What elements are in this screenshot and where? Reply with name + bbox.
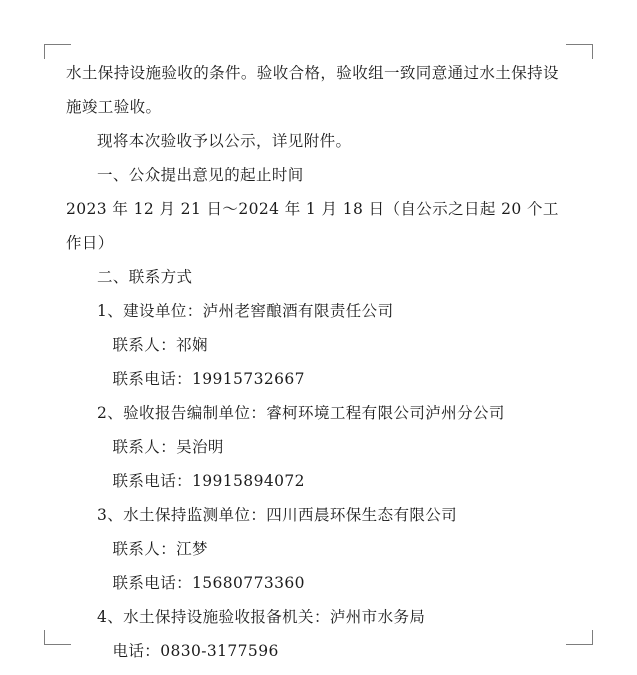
- contact-phone-4: 电话：0830-3177596: [112, 642, 279, 660]
- contact-phone-3: 联系电话：15680773360: [112, 574, 305, 592]
- paragraph-continuation: 水土保持设施验收的条件。验收合格，验收组一致同意通过水土保持设施竣工验收。: [66, 64, 559, 116]
- paragraph-public-notice: 现将本次验收予以公示，详见附件。: [97, 132, 352, 150]
- section-heading-contact: 二、联系方式: [97, 268, 193, 286]
- contact-person-1: 联系人：祁娴: [112, 336, 208, 354]
- contact-item-filing-authority: 4、水土保持设施验收报备机关：泸州市水务局: [97, 608, 426, 626]
- document-body: [66, 56, 574, 668]
- contact-person-2: 联系人：吴治明: [112, 438, 224, 456]
- contact-item-report-unit: 2、验收报告编制单位：睿柯环境工程有限公司泸州分公司: [97, 404, 505, 422]
- contact-item-construction-unit: 1、建设单位：泸州老窖酿酒有限责任公司: [97, 302, 394, 320]
- comment-period-dates: 2023 年 12 月 21 日～2024 年 1 月 18 日（自公示之日起 20 个工作日）: [66, 200, 559, 252]
- contact-item-monitoring-unit: 3、水土保持监测单位：四川西晨环保生态有限公司: [97, 506, 458, 524]
- section-heading-period: 一、公众提出意见的起止时间: [97, 166, 304, 184]
- contact-person-3: 联系人：江梦: [112, 540, 208, 558]
- contact-phone-2: 联系电话：19915894072: [112, 472, 305, 490]
- contact-phone-1: 联系电话：19915732667: [112, 370, 305, 388]
